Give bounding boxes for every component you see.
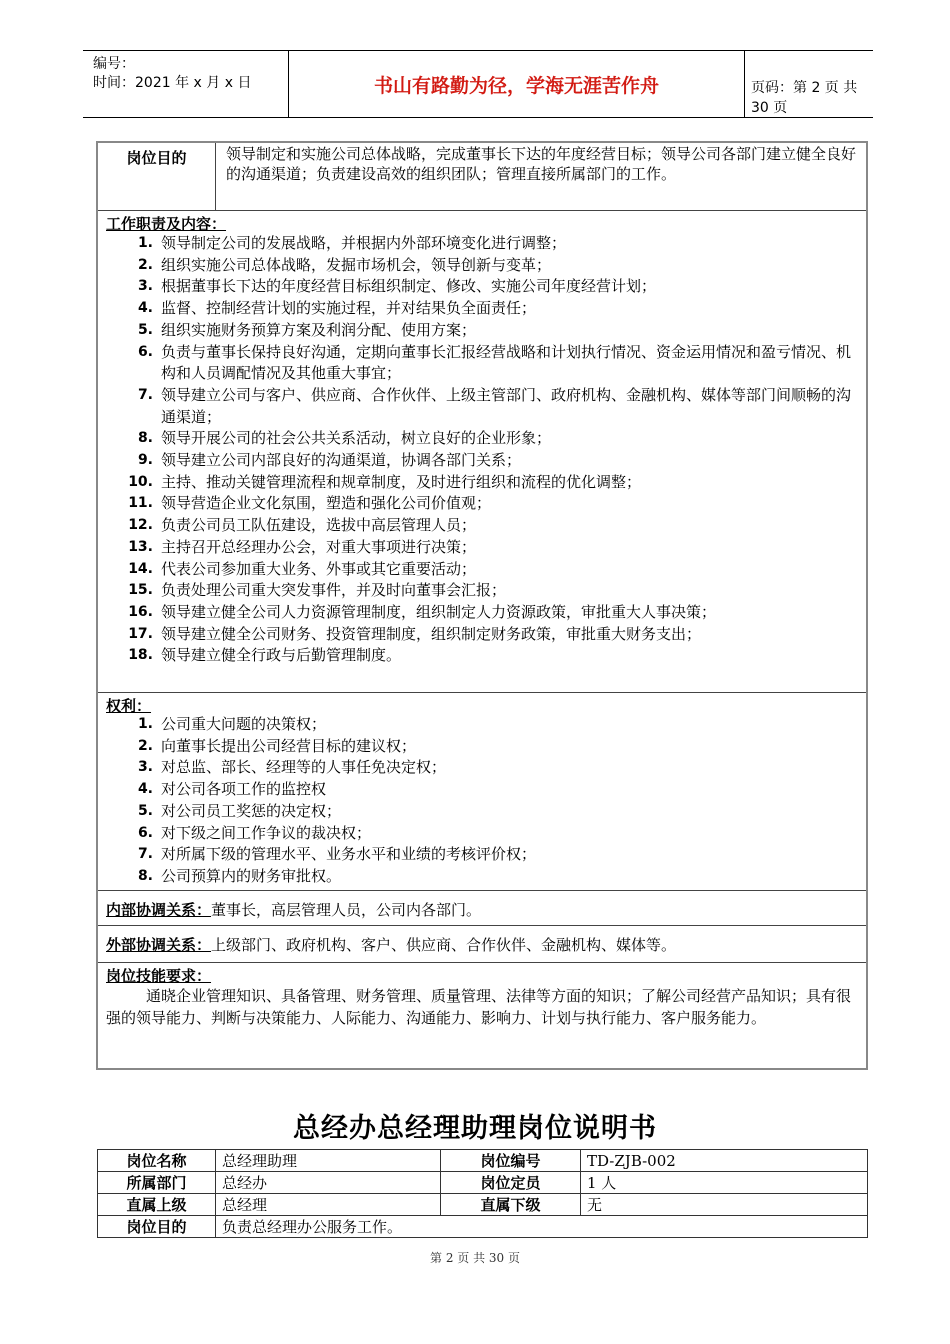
- rights-item-number: 1.: [137, 716, 153, 732]
- duties-item: [106, 385, 861, 428]
- duties-item-text: 主持、推动关键管理流程和规章制度，及时进行组织和流程的优化调整；: [161, 472, 642, 491]
- duties-item-number: 3.: [137, 278, 153, 295]
- header-motto: 书山有路勤为径，学海无涯苦作舟: [288, 51, 745, 117]
- duties-item-number: 13.: [128, 538, 153, 555]
- rights-section: [98, 693, 866, 891]
- field-label: 直属上级: [98, 1194, 216, 1216]
- rights-item: [106, 757, 861, 779]
- field-value: 1 人: [581, 1172, 868, 1194]
- field-value: 总经理助理: [216, 1150, 441, 1172]
- duties-item-text: 领导建立公司与客户、供应商、合作伙伴、上级主管部门、政府机构、金融机构、媒体等部门间顺畅的沟通渠道；: [161, 385, 852, 426]
- duties-item-text: 负责处理公司重大突发事件，并及时向董事会汇报；: [161, 581, 507, 600]
- rights-item-text: 对总监、部长、经理等的人事任免决定权；: [161, 758, 447, 777]
- position-info-table: [97, 1149, 868, 1238]
- rights-item-number: 4.: [137, 781, 153, 798]
- duties-item-text: 领导营造企业文化氛围，塑造和强化公司价值观；: [161, 494, 492, 513]
- duties-item-number: 14.: [128, 560, 153, 577]
- duties-item: [106, 537, 861, 559]
- duties-item-text: 代表公司参加重大业务、外事或其它重要活动；: [161, 559, 477, 578]
- table-row: [98, 1172, 868, 1194]
- duties-section: [98, 211, 866, 693]
- duties-item-number: 12.: [128, 517, 153, 534]
- duties-item-text: 领导制定公司的发展战略，并根据内外部环境变化进行调整；: [161, 234, 567, 252]
- duties-item-number: 11.: [128, 495, 153, 512]
- rights-item-text: 对公司各项工作的监控权: [161, 780, 327, 799]
- page-footer: 第 2 页 共 30 页: [430, 1251, 520, 1265]
- duties-item: [106, 624, 861, 646]
- external-coordination-section: [98, 926, 866, 963]
- table-row: [98, 1216, 868, 1238]
- duties-list: [106, 233, 861, 667]
- duties-item-text: 负责公司员工队伍建设，选拔中高层管理人员；: [161, 516, 477, 535]
- duties-item: [106, 472, 861, 494]
- rights-item-text: 公司重大问题的决策权；: [161, 715, 327, 733]
- purpose-text: 负责总经理办公服务工作。: [216, 1216, 868, 1238]
- duties-item-number: 8.: [137, 430, 153, 447]
- page-header: [83, 50, 873, 118]
- rights-item-text: 向董事长提出公司经营目标的建议权；: [161, 736, 417, 755]
- external-coordination-label: 外部协调关系：: [106, 936, 212, 954]
- rights-item-text: 对公司员工奖惩的决定权；: [161, 801, 342, 820]
- duties-item-text: 组织实施财务预算方案及利润分配、使用方案；: [161, 320, 477, 339]
- document-number-label: 编号：: [93, 56, 135, 72]
- duties-item: [106, 255, 861, 277]
- duties-item: [106, 515, 861, 537]
- duties-item-text: 组织实施公司总体战略，发掘市场机会，领导创新与变革；: [161, 255, 552, 274]
- duties-item-number: 2.: [137, 256, 153, 273]
- rights-item-text: 对下级之间工作争议的裁决权；: [161, 823, 372, 842]
- duties-item: [106, 233, 861, 255]
- duties-item-number: 18.: [128, 647, 153, 664]
- header-page-number: 页码：第 2 页 共 30 页: [751, 80, 858, 116]
- field-label: 岗位定员: [441, 1172, 581, 1194]
- document-time: 时间：2021 年 x 月 x 日: [93, 75, 252, 91]
- rights-item: [106, 823, 861, 845]
- duties-item-text: 领导开展公司的社会公共关系活动，树立良好的企业形象；: [161, 429, 552, 448]
- field-value: TD-ZJB-002: [581, 1150, 868, 1172]
- skills-text: 通晓企业管理知识、具备管理、财务管理、质量管理、法律等方面的知识；了解公司经营产品知识；具有很强的领导能力、判断与决策能力、人际能力、沟通能力、影响力、计划与执行能力、客户服务能力。: [106, 987, 852, 1027]
- rights-item: [106, 714, 861, 736]
- duties-item: [106, 450, 861, 472]
- rights-item: [106, 801, 861, 823]
- duties-item-number: 1.: [137, 235, 153, 251]
- purpose-text: 领导制定和实施公司总体战略，完成董事长下达的年度经营目标；领导公司各部门建立健全良好的沟通渠道；负责建设高效的组织团队；管理直接所属部门的工作。: [226, 145, 857, 183]
- duties-item: [106, 276, 861, 298]
- rights-item-number: 5.: [137, 802, 153, 819]
- purpose-section: [98, 143, 866, 211]
- rights-item-number: 6.: [137, 824, 153, 841]
- job-description-box: [96, 141, 868, 1070]
- duties-item-number: 6.: [137, 343, 153, 360]
- duties-item: [106, 559, 861, 581]
- internal-coordination-label: 内部协调关系：: [106, 901, 212, 919]
- duties-item: [106, 320, 861, 342]
- rights-item: [106, 866, 861, 888]
- internal-coordination-section: [98, 891, 866, 926]
- rights-item-number: 8.: [137, 867, 153, 884]
- field-value: 无: [581, 1194, 868, 1216]
- duties-item-number: 5.: [137, 321, 153, 338]
- skills-label: 岗位技能要求：: [106, 967, 212, 985]
- rights-item-text: 公司预算内的财务审批权。: [161, 866, 342, 885]
- field-label: 岗位名称: [98, 1150, 216, 1172]
- internal-coordination-text: 董事长，高层管理人员，公司内各部门。: [211, 901, 482, 919]
- duties-title: 工作职责及内容：: [106, 215, 227, 233]
- duties-item-number: 7.: [137, 386, 153, 403]
- skills-section: [98, 963, 866, 1068]
- duties-item-number: 10.: [128, 473, 153, 490]
- rights-title: 权利：: [106, 697, 152, 715]
- rights-item: [106, 736, 861, 758]
- duties-item: [106, 645, 861, 667]
- external-coordination-text: 上级部门、政府机构、客户、供应商、合作伙伴、金融机构、媒体等。: [211, 936, 677, 954]
- duties-item-text: 领导建立健全行政与后勤管理制度。: [161, 646, 402, 665]
- rights-list: [106, 714, 861, 888]
- duties-item-text: 监督、控制经营计划的实施过程，并对结果负全面责任；: [161, 299, 537, 318]
- doc2-title: 总经办总经理助理岗位说明书: [293, 1113, 657, 1144]
- duties-item-number: 9.: [137, 452, 153, 469]
- duties-item: [106, 602, 861, 624]
- field-label: 所属部门: [98, 1172, 216, 1194]
- rights-item-text: 对所属下级的管理水平、业务水平和业绩的考核评价权；: [161, 845, 537, 864]
- purpose-label: 岗位目的: [98, 143, 216, 211]
- duties-item: [106, 298, 861, 320]
- rights-item: [106, 779, 861, 801]
- duties-item-number: 17.: [128, 625, 153, 642]
- duties-item-text: 根据董事长下达的年度经营目标组织制定、修改、实施公司年度经营计划；: [161, 277, 657, 296]
- table-row: [98, 1194, 868, 1216]
- duties-item-text: 领导建立公司内部良好的沟通渠道，协调各部门关系；: [161, 451, 522, 470]
- field-value: 总经理: [216, 1194, 441, 1216]
- duties-item-text: 负责与董事长保持良好沟通，定期向董事长汇报经营战略和计划执行情况、资金运用情况和盈亏情况、机构和人员调配情况及其他重大事宜；: [161, 342, 852, 383]
- purpose-label: 岗位目的: [98, 1216, 216, 1238]
- duties-item-number: 15.: [128, 582, 153, 599]
- duties-item: [106, 428, 861, 450]
- duties-item: [106, 342, 861, 385]
- rights-item: [106, 844, 861, 866]
- duties-item-number: 4.: [137, 300, 153, 317]
- field-label: 岗位编号: [441, 1150, 581, 1172]
- duties-item-number: 16.: [128, 603, 153, 620]
- duties-item: [106, 580, 861, 602]
- duties-item-text: 领导建立健全公司人力资源管理制度，组织制定人力资源政策，审批重大人事决策；: [161, 602, 717, 621]
- duties-item: [106, 493, 861, 515]
- field-label: 直属下级: [441, 1194, 581, 1216]
- rights-item-number: 2.: [137, 737, 153, 754]
- field-value: 总经办: [216, 1172, 441, 1194]
- rights-item-number: 3.: [137, 759, 153, 776]
- table-row: [98, 1150, 868, 1172]
- duties-item-text: 主持召开总经理办公会，对重大事项进行决策；: [161, 537, 477, 556]
- header-meta: [93, 55, 251, 93]
- duties-item-text: 领导建立健全公司财务、投资管理制度，组织制定财务政策，审批重大财务支出；: [161, 624, 702, 643]
- rights-item-number: 7.: [137, 846, 153, 863]
